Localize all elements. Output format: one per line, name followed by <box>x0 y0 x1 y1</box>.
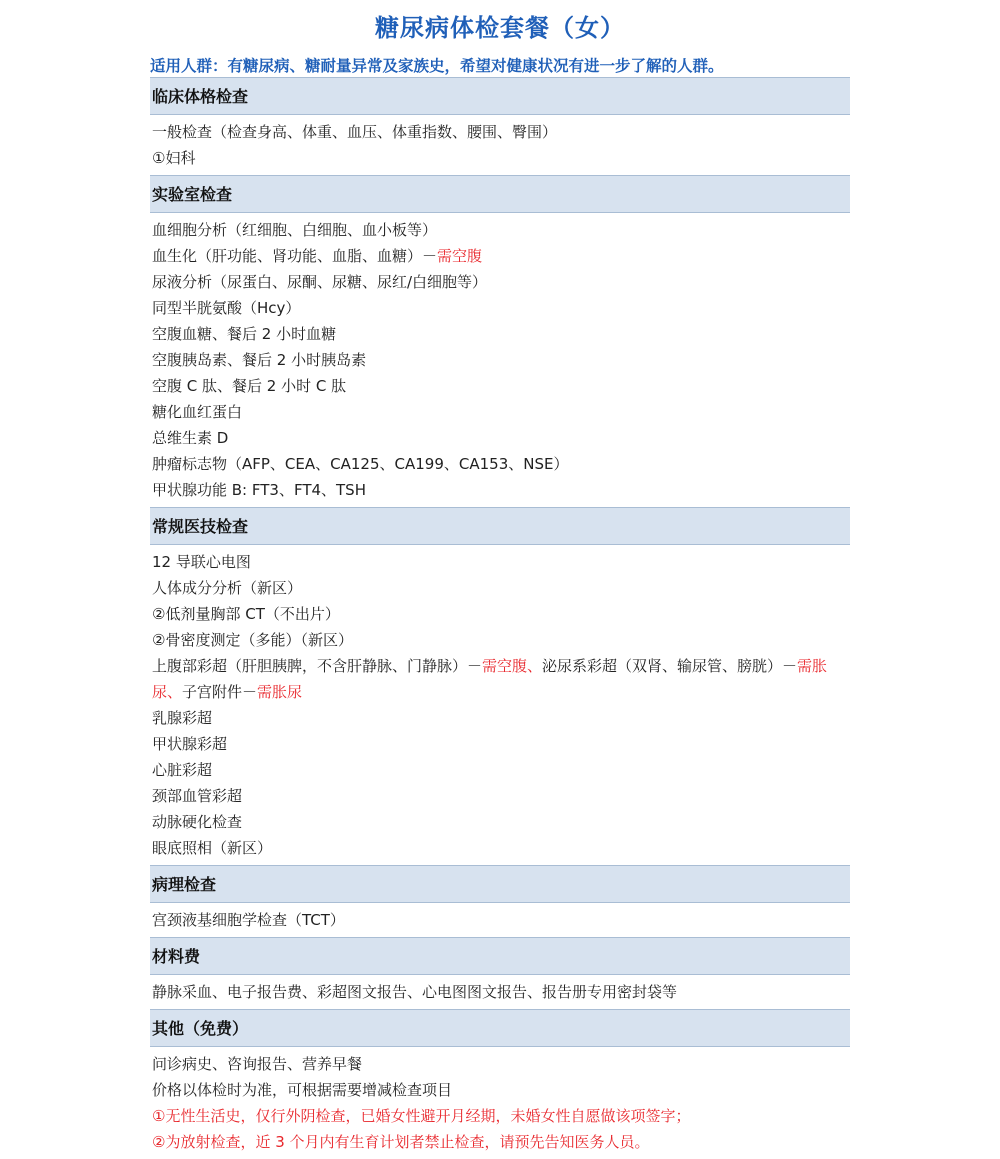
list-item: 血细胞分析（红细胞、白细胞、血小板等） <box>152 221 438 239</box>
list-item: 静脉采血、电子报告费、彩超图文报告、心电图图文报告、报告册专用密封袋等 <box>152 983 678 1001</box>
list-item: ①妇科 <box>152 149 196 167</box>
fasting-warning: 需空腹 <box>437 247 483 265</box>
list-item: 糖化血红蛋白 <box>152 403 243 421</box>
bladder-warning: 需胀尿、 <box>152 657 828 701</box>
list-item: 12 导联心电图 <box>152 553 251 571</box>
list-item: 人体成分分析（新区） <box>152 579 303 597</box>
item-text: 子宫附件－ <box>182 683 258 701</box>
section-header-other-free: 其他（免费） <box>150 1009 850 1047</box>
list-item: 甲状腺彩超 <box>152 735 228 753</box>
note-radiation: ②为放射检查，近 3 个月内有生育计划者禁止检查，请预先告知医务人员。 <box>152 1133 650 1151</box>
list-item: ②低剂量胸部 CT（不出片） <box>152 605 340 623</box>
list-item: 颈部血管彩超 <box>152 787 243 805</box>
list-item: 心脏彩超 <box>152 761 213 779</box>
section-items-pathology <box>150 903 850 937</box>
item-text: 血生化（肝功能、肾功能、血脂、血糖）－ <box>152 247 438 265</box>
bladder-warning: 需胀尿 <box>257 683 303 701</box>
section-header-clinical: 临床体格检查 <box>150 77 850 115</box>
page-title: 糖尿病体检套餐（女） <box>375 14 625 42</box>
list-item: 眼底照相（新区） <box>152 839 273 857</box>
list-item: 空腹血糖、餐后 2 小时血糖 <box>152 325 337 343</box>
list-item: 同型半胱氨酸（Hcy） <box>152 299 301 317</box>
list-item: 总维生素 D <box>152 429 229 447</box>
list-item: 空腹 C 肽、餐后 2 小时 C 肽 <box>152 377 347 395</box>
section-items-materials <box>150 975 850 1009</box>
section-header-materials: 材料费 <box>150 937 850 975</box>
list-item: 宫颈液基细胞学检查（TCT） <box>152 911 345 929</box>
item-text: 泌尿系彩超（双肾、输尿管、膀胱）－ <box>542 657 798 675</box>
list-item: 甲状腺功能 B: FT3、FT4、TSH <box>152 481 366 499</box>
section-items-other-free <box>150 1047 850 1159</box>
target-audience: 适用人群：有糖尿病、糖耐量异常及家族史，希望对健康状况有进一步了解的人群。 <box>150 57 724 75</box>
section-items-laboratory <box>150 213 850 507</box>
section-items-clinical <box>150 115 850 175</box>
section-header-laboratory: 实验室检查 <box>150 175 850 213</box>
list-item: 肿瘤标志物（AFP、CEA、CA125、CA199、CA153、NSE） <box>152 455 569 473</box>
item-text: 上腹部彩超（肝胆胰脾，不含肝静脉、门静脉）－ <box>152 657 483 675</box>
list-item: 乳腺彩超 <box>152 709 213 727</box>
list-item: 问诊病史、咨询报告、营养早餐 <box>152 1055 363 1073</box>
list-item: 尿液分析（尿蛋白、尿酮、尿糖、尿红/白细胞等） <box>152 273 488 291</box>
package-content <box>150 77 850 1159</box>
list-item: ②骨密度测定（多能）（新区） <box>152 631 353 649</box>
list-item: 空腹胰岛素、餐后 2 小时胰岛素 <box>152 351 367 369</box>
list-item <box>152 653 850 705</box>
section-items-medical-tech <box>150 545 850 865</box>
list-item: 价格以体检时为准，可根据需要增减检查项目 <box>152 1081 453 1099</box>
section-header-pathology: 病理检查 <box>150 865 850 903</box>
list-item: 一般检查（检查身高、体重、血压、体重指数、腰围、臀围） <box>152 123 558 141</box>
note-gynecology: ①无性生活史，仅行外阴检查，已婚女性避开月经期，未婚女性自愿做该项签字； <box>152 1107 691 1125</box>
section-header-medical-tech: 常规医技检查 <box>150 507 850 545</box>
list-item: 动脉硬化检查 <box>152 813 243 831</box>
list-item <box>152 243 850 269</box>
fasting-warning: 需空腹、 <box>482 657 543 675</box>
